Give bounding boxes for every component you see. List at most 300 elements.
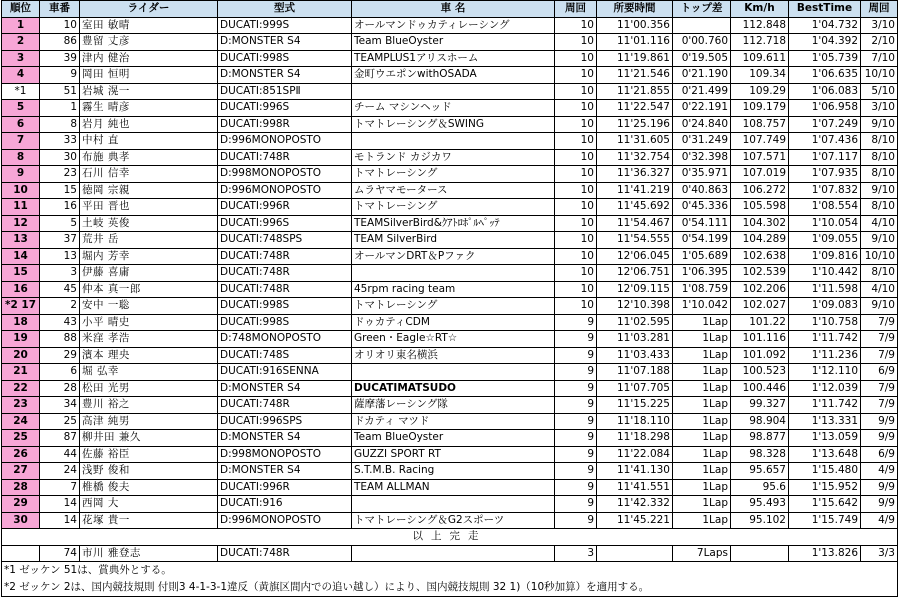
cell-speed: 101.116 [731,331,789,348]
cell-team: Green・Eagle☆RT☆ [352,331,555,348]
cell-rider: 岩城 滉一 [80,83,218,100]
cell-team: 45rpm racing team [352,281,555,298]
cell-rider: 布施 典孝 [80,149,218,166]
cell-number: 87 [40,430,80,447]
cell-time: 11'54.555 [597,232,673,249]
cell-team: S.T.M.B. Racing [352,463,555,480]
cell-besttime: 1'06.958 [789,100,861,117]
cell-gap: 1'08.759 [673,281,731,298]
cell-laps: 9 [555,463,597,480]
cell-time: 12'09.115 [597,281,673,298]
cell-position: 11 [2,199,40,216]
cell-time: 11'02.595 [597,314,673,331]
cell-team [352,496,555,513]
cell-number: 16 [40,199,80,216]
cell-besttime: 1'07.935 [789,166,861,183]
note-text: *1 ゼッケン 51は、賞典外とする。 [2,562,898,580]
table-row [2,397,898,414]
cell-position: 24 [2,413,40,430]
cell-bestlap: 4/9 [861,512,898,529]
table-row [2,314,898,331]
cell-gap: 7Laps [673,545,731,562]
cell-laps: 3 [555,545,597,562]
table-row [2,83,898,100]
cell-team: TEAM ALLMAN [352,479,555,496]
cell-time: 11'41.551 [597,479,673,496]
cell-position: 22 [2,380,40,397]
header-besttime: BestTime [789,1,861,18]
cell-bestlap: 7/9 [861,380,898,397]
cell-time: 11'41.219 [597,182,673,199]
cell-model: D:996MONOPOSTO [218,182,352,199]
cell-gap: 1Lap [673,446,731,463]
cell-team [352,265,555,282]
cell-bestlap: 5/10 [861,83,898,100]
cell-time [597,545,673,562]
cell-speed: 109.179 [731,100,789,117]
cell-time: 11'25.196 [597,116,673,133]
cell-gap [673,17,731,34]
cell-position: 16 [2,281,40,298]
cell-rider: 米窪 孝浩 [80,331,218,348]
cell-bestlap: 8/10 [861,199,898,216]
cell-team: オリオリ東名横浜 [352,347,555,364]
cell-rider: 安中 一聡 [80,298,218,315]
cell-gap: 0'54.111 [673,215,731,232]
cell-besttime: 1'13.826 [789,545,861,562]
cell-team: オールマンドゥカティレーシング [352,17,555,34]
cell-besttime: 1'07.436 [789,133,861,150]
cell-rider: 椎橋 俊夫 [80,479,218,496]
cell-gap: 1Lap [673,479,731,496]
cell-number: 86 [40,34,80,51]
cell-model: DUCATI:748R [218,149,352,166]
cell-gap: 0'40.863 [673,182,731,199]
cell-model: DUCATI:916SENNA [218,364,352,381]
table-row [2,331,898,348]
note-row [2,579,898,597]
cell-number: 33 [40,133,80,150]
header-position: 順位 [2,1,40,18]
cell-speed: 100.446 [731,380,789,397]
cell-besttime: 1'09.055 [789,232,861,249]
cell-speed: 98.877 [731,430,789,447]
cell-besttime: 1'07.117 [789,149,861,166]
cell-position: 25 [2,430,40,447]
cell-number: 9 [40,67,80,84]
cell-besttime: 1'15.480 [789,463,861,480]
table-row [2,265,898,282]
cell-model: DUCATI:996R [218,479,352,496]
cell-bestlap: 8/10 [861,166,898,183]
cell-time: 11'36.327 [597,166,673,183]
cell-bestlap: 9/10 [861,116,898,133]
cell-position: 19 [2,331,40,348]
cell-laps: 9 [555,413,597,430]
header-time: 所要時間 [597,1,673,18]
cell-position: 12 [2,215,40,232]
cell-team [352,83,555,100]
cell-number: 1 [40,100,80,117]
cell-rider: 荒井 岳 [80,232,218,249]
cell-speed: 107.571 [731,149,789,166]
cell-position: 27 [2,463,40,480]
cell-model: DUCATI:999S [218,17,352,34]
cell-bestlap: 9/10 [861,298,898,315]
cell-team: TEAMPLUS1アリスホーム [352,50,555,67]
cell-bestlap: 2/10 [861,34,898,51]
cell-speed: 109.611 [731,50,789,67]
cell-number: 7 [40,479,80,496]
cell-speed [731,545,789,562]
cell-rider: 伊藤 喜庸 [80,265,218,282]
cell-gap: 0'19.505 [673,50,731,67]
cell-position: 23 [2,397,40,414]
cell-rider: 小平 晴史 [80,314,218,331]
cell-laps: 9 [555,496,597,513]
cell-time: 11'07.188 [597,364,673,381]
header-team: 車 名 [352,1,555,18]
cell-number: 5 [40,215,80,232]
cell-model: DUCATI:998S [218,314,352,331]
cell-position: 14 [2,248,40,265]
cell-laps: 10 [555,298,597,315]
cell-position: *1 [2,83,40,100]
cell-rider: 徳岡 宗親 [80,182,218,199]
cell-model: DUCATI:998S [218,298,352,315]
table-row [2,232,898,249]
cell-time: 11'03.281 [597,331,673,348]
cell-besttime: 1'11.236 [789,347,861,364]
cell-besttime: 1'10.054 [789,215,861,232]
cell-team: ドゥカティCDM [352,314,555,331]
cell-rider: 堀 弘幸 [80,364,218,381]
header-row [2,1,898,18]
cell-bestlap: 9/9 [861,430,898,447]
cell-time: 11'32.754 [597,149,673,166]
cell-speed: 109.29 [731,83,789,100]
cell-time: 11'21.855 [597,83,673,100]
header-speed: Km/h [731,1,789,18]
cell-time: 12'06.751 [597,265,673,282]
cell-team: TEAM SilverBird [352,232,555,249]
table-row [2,116,898,133]
cell-laps: 9 [555,512,597,529]
cell-model: DUCATI:748R [218,265,352,282]
cell-speed: 105.598 [731,199,789,216]
cell-laps: 10 [555,166,597,183]
table-row [2,100,898,117]
cell-time: 11'21.546 [597,67,673,84]
cell-position: 20 [2,347,40,364]
cell-model: D:MONSTER S4 [218,67,352,84]
cell-besttime: 1'15.749 [789,512,861,529]
cell-besttime: 1'11.742 [789,331,861,348]
cell-bestlap: 3/10 [861,100,898,117]
header-laps: 周回 [555,1,597,18]
cell-time: 11'01.116 [597,34,673,51]
cell-rider: 岩月 純也 [80,116,218,133]
cell-time: 12'10.398 [597,298,673,315]
results-table [1,0,898,597]
cell-bestlap: 7/9 [861,397,898,414]
cell-position: 15 [2,265,40,282]
cell-team: Team BlueOyster [352,34,555,51]
cell-number: 51 [40,83,80,100]
table-row [2,479,898,496]
cell-bestlap: 6/9 [861,446,898,463]
cell-gap: 0'21.499 [673,83,731,100]
cell-team: TEAMSilverBird&ｸｱﾄﾛﾎﾟﾙﾍﾟｯﾃ [352,215,555,232]
cell-rider: 柳井田 兼久 [80,430,218,447]
cell-bestlap: 7/10 [861,50,898,67]
cell-time: 11'42.332 [597,496,673,513]
cell-gap: 0'31.249 [673,133,731,150]
cell-laps: 10 [555,281,597,298]
cell-team: トマトレーシング [352,166,555,183]
cell-bestlap: 8/10 [861,149,898,166]
cell-speed: 95.657 [731,463,789,480]
cell-number: 15 [40,182,80,199]
cell-rider: 室田 敏晴 [80,17,218,34]
cell-position: 9 [2,166,40,183]
cell-speed: 107.749 [731,133,789,150]
cell-laps: 10 [555,17,597,34]
cell-team: トマトレーシング [352,298,555,315]
cell-speed: 108.757 [731,116,789,133]
cell-number: 23 [40,166,80,183]
cell-position: 29 [2,496,40,513]
cell-speed: 98.904 [731,413,789,430]
cell-number: 43 [40,314,80,331]
cell-bestlap: 4/10 [861,281,898,298]
cell-number: 88 [40,331,80,348]
table-row [2,149,898,166]
cell-time: 11'03.433 [597,347,673,364]
cell-besttime: 1'13.648 [789,446,861,463]
cell-team: トマトレーシング＆G2スポーツ [352,512,555,529]
cell-model: DUCATI:748R [218,545,352,562]
cell-besttime: 1'11.598 [789,281,861,298]
cell-model: DUCATI:748SPS [218,232,352,249]
cell-position: 1 [2,17,40,34]
cell-model: D:MONSTER S4 [218,380,352,397]
cell-bestlap: 3/3 [861,545,898,562]
cell-team: ドカティ マツド [352,413,555,430]
cell-gap: 1Lap [673,397,731,414]
cell-team: チーム マシンヘッド [352,100,555,117]
header-gap: トップ差 [673,1,731,18]
cell-model: D:MONSTER S4 [218,34,352,51]
cell-model: DUCATI:748R [218,397,352,414]
cell-laps: 10 [555,265,597,282]
table-row [2,133,898,150]
cell-position: 26 [2,446,40,463]
cell-besttime: 1'06.083 [789,83,861,100]
cell-rider: 浅野 俊和 [80,463,218,480]
cell-gap: 0'24.840 [673,116,731,133]
cell-gap: 0'45.336 [673,199,731,216]
cell-besttime: 1'07.249 [789,116,861,133]
cell-laps: 10 [555,149,597,166]
cell-number: 44 [40,446,80,463]
cell-team: オールマンDRT＆Pファク [352,248,555,265]
results-sheet [1,0,898,597]
cell-team: トマトレーシング [352,199,555,216]
cell-number: 29 [40,347,80,364]
table-row [2,380,898,397]
cell-bestlap: 9/9 [861,413,898,430]
cell-time: 11'15.225 [597,397,673,414]
table-row [2,182,898,199]
cell-position: 7 [2,133,40,150]
cell-number: 25 [40,413,80,430]
cell-besttime: 1'12.039 [789,380,861,397]
cell-laps: 10 [555,83,597,100]
cell-gap: 1Lap [673,314,731,331]
cell-team: ムラヤマモータース [352,182,555,199]
cell-laps: 10 [555,100,597,117]
cell-bestlap: 7/9 [861,331,898,348]
cell-position: 3 [2,50,40,67]
table-row [2,496,898,513]
cell-rider: 仲本 真一郎 [80,281,218,298]
cell-laps: 9 [555,446,597,463]
cell-position: 6 [2,116,40,133]
cell-speed: 104.289 [731,232,789,249]
cell-speed: 102.206 [731,281,789,298]
table-row [2,347,898,364]
cell-position: 8 [2,149,40,166]
cell-gap: 1'10.042 [673,298,731,315]
cell-rider: 津内 健治 [80,50,218,67]
cell-number: 3 [40,265,80,282]
table-row [2,298,898,315]
cell-model: DUCATI:998R [218,116,352,133]
cell-speed: 102.027 [731,298,789,315]
cell-position: 4 [2,67,40,84]
cell-rider: 平田 晋也 [80,199,218,216]
cell-team: モトランド カジカワ [352,149,555,166]
header-rider: ライダー [80,1,218,18]
cell-position: 2 [2,34,40,51]
cell-laps: 10 [555,232,597,249]
cell-position: 18 [2,314,40,331]
table-row [2,215,898,232]
cell-speed: 107.019 [731,166,789,183]
cell-speed: 102.539 [731,265,789,282]
cell-bestlap: 6/9 [861,364,898,381]
cell-besttime: 1'10.442 [789,265,861,282]
cell-model: D:996MONOPOSTO [218,512,352,529]
cell-laps: 10 [555,67,597,84]
cell-speed: 106.272 [731,182,789,199]
cell-speed: 99.327 [731,397,789,414]
cell-speed: 101.22 [731,314,789,331]
cell-gap: 1Lap [673,331,731,348]
table-row [2,67,898,84]
cell-laps: 10 [555,199,597,216]
cell-gap: 1'06.395 [673,265,731,282]
cell-team: 薩摩藩レーシング隊 [352,397,555,414]
cell-speed: 112.718 [731,34,789,51]
cell-laps: 10 [555,50,597,67]
cell-number: 39 [40,50,80,67]
cell-besttime: 1'04.732 [789,17,861,34]
cell-speed: 98.328 [731,446,789,463]
cell-number: 14 [40,512,80,529]
cell-position: 10 [2,182,40,199]
cell-team: Team BlueOyster [352,430,555,447]
cell-model: DUCATI:748R [218,248,352,265]
cell-model: DUCATI:748R [218,281,352,298]
cell-position: 28 [2,479,40,496]
cell-laps: 10 [555,182,597,199]
cell-gap: 1Lap [673,413,731,430]
cell-model: DUCATI:996R [218,199,352,216]
table-row [2,34,898,51]
cell-time: 11'31.605 [597,133,673,150]
cell-besttime: 1'10.758 [789,314,861,331]
table-row [2,166,898,183]
cell-number: 30 [40,149,80,166]
cell-model: D:748MONOPOSTO [218,331,352,348]
cell-rider: 高津 純男 [80,413,218,430]
cell-team [352,133,555,150]
cell-time: 11'07.705 [597,380,673,397]
table-row [2,50,898,67]
cell-team: DUCATIMATSUDO [352,380,555,397]
table-row [2,281,898,298]
cell-speed: 104.302 [731,215,789,232]
cell-bestlap: 9/10 [861,232,898,249]
table-row [2,446,898,463]
cell-gap: 1Lap [673,463,731,480]
cell-gap: 0'54.199 [673,232,731,249]
cell-bestlap: 8/10 [861,265,898,282]
cell-position: 21 [2,364,40,381]
cell-laps: 9 [555,347,597,364]
cell-besttime: 1'13.331 [789,413,861,430]
cell-rider: 松田 光男 [80,380,218,397]
cell-position: *2 17 [2,298,40,315]
cell-time: 11'22.084 [597,446,673,463]
cell-model: DUCATI:996SPS [218,413,352,430]
cell-team [352,545,555,562]
cell-rider: 花塚 貴一 [80,512,218,529]
cell-position: 5 [2,100,40,117]
table-row [2,199,898,216]
cell-gap: 1Lap [673,347,731,364]
cell-laps: 9 [555,430,597,447]
cell-position: 30 [2,512,40,529]
header-model: 型式 [218,1,352,18]
cell-time: 12'06.045 [597,248,673,265]
cell-model: D:MONSTER S4 [218,463,352,480]
table-row [2,248,898,265]
cell-position [2,545,40,562]
cell-besttime: 1'04.392 [789,34,861,51]
cell-time: 11'41.130 [597,463,673,480]
cell-bestlap: 7/9 [861,347,898,364]
cell-gap: 0'21.190 [673,67,731,84]
cell-time: 11'18.110 [597,413,673,430]
cell-number: 24 [40,463,80,480]
cell-rider: 豊留 丈彦 [80,34,218,51]
cell-rider: 濱本 理央 [80,347,218,364]
cell-rider: 中村 直 [80,133,218,150]
cell-gap: 0'00.760 [673,34,731,51]
